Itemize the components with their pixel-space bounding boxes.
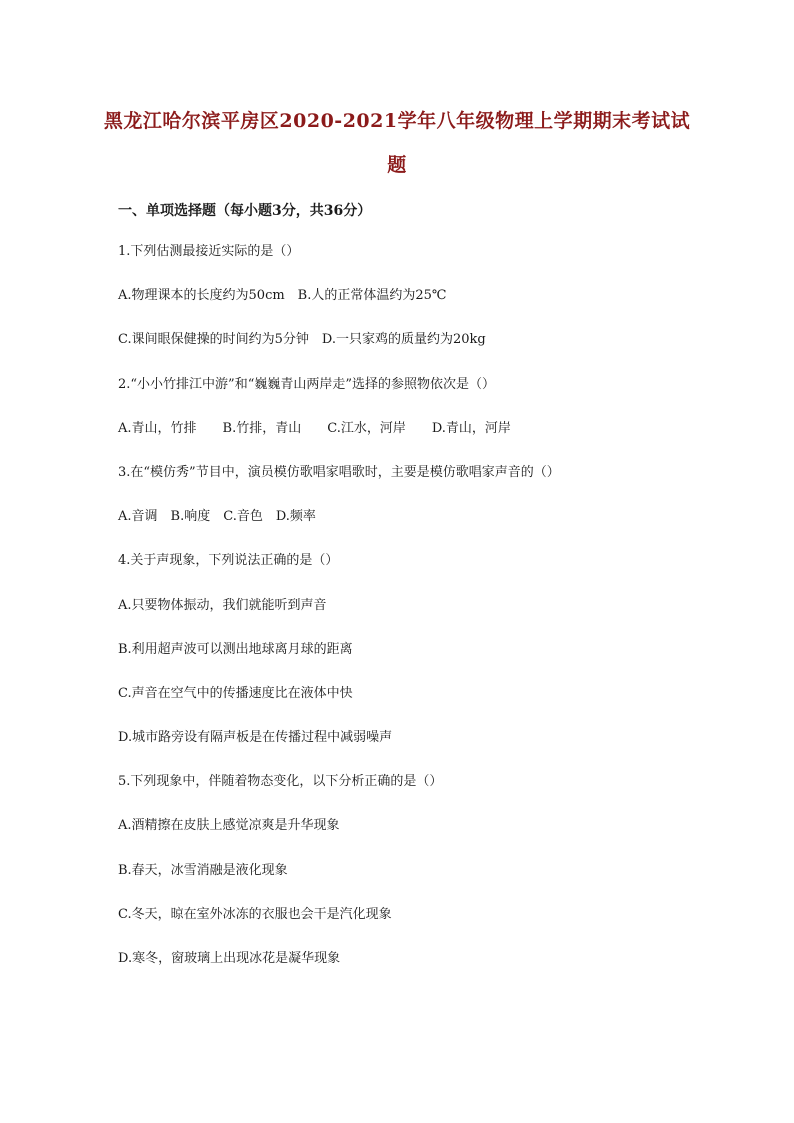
question-5: 5.下列现象中，伴随着物态变化，以下分析正确的是（）: [118, 774, 443, 790]
question-4: 4.关于声现象，下列说法正确的是（）: [118, 553, 339, 569]
question-1-options-ab: A.物理课本的长度约为50cm B.人的正常体温约为25℃: [118, 288, 447, 304]
document-title-line-2: 题: [387, 154, 407, 176]
question-4-option-d: D.城市路旁设有隔声板是在传播过程中减弱噪声: [118, 730, 393, 746]
question-1-options-cd: C.课间眼保健操的时间约为5分钟 D.一只家鸡的质量约为20kg: [118, 332, 486, 348]
question-1: 1.下列估测最接近实际的是（）: [118, 244, 300, 259]
question-3: 3.在“模仿秀”节目中，演员模仿歌唱家唱歌时，主要是模仿歌唱家声音的（）: [118, 464, 560, 480]
question-4-option-b: B.利用超声波可以测出地球离月球的距离: [118, 641, 353, 657]
question-4-option-a: A.只要物体振动，我们就能听到声音: [118, 597, 327, 613]
question-2: 2.“小小竹排江中游”和“巍巍青山两岸走”选择的参照物依次是（）: [118, 376, 495, 392]
question-5-option-d: D.寒冬，窗玻璃上出现冰花是凝华现象: [118, 951, 341, 966]
question-2-options: A.青山，竹排 B.竹排，青山 C.江水，河岸 D.青山，河岸: [118, 420, 511, 436]
question-3-options: A.音调 B.响度 C.音色 D.频率: [118, 509, 316, 525]
question-list: [118, 244, 718, 995]
question-5-option-c: C.冬天，晾在室外冰冻的衣服也会干是汽化现象: [118, 906, 392, 922]
section-heading: 一、单项选择题（每小题3分，共36分）: [118, 203, 372, 219]
document-title-line-1: 黑龙江哈尔滨平房区2020-2021学年八年级物理上学期期末考试试: [103, 110, 691, 132]
question-5-option-a: A.酒精擦在皮肤上感觉凉爽是升华现象: [118, 818, 340, 834]
question-5-option-b: B.春天，冰雪消融是液化现象: [118, 862, 288, 878]
question-4-option-c: C.声音在空气中的传播速度比在液体中快: [118, 685, 353, 701]
